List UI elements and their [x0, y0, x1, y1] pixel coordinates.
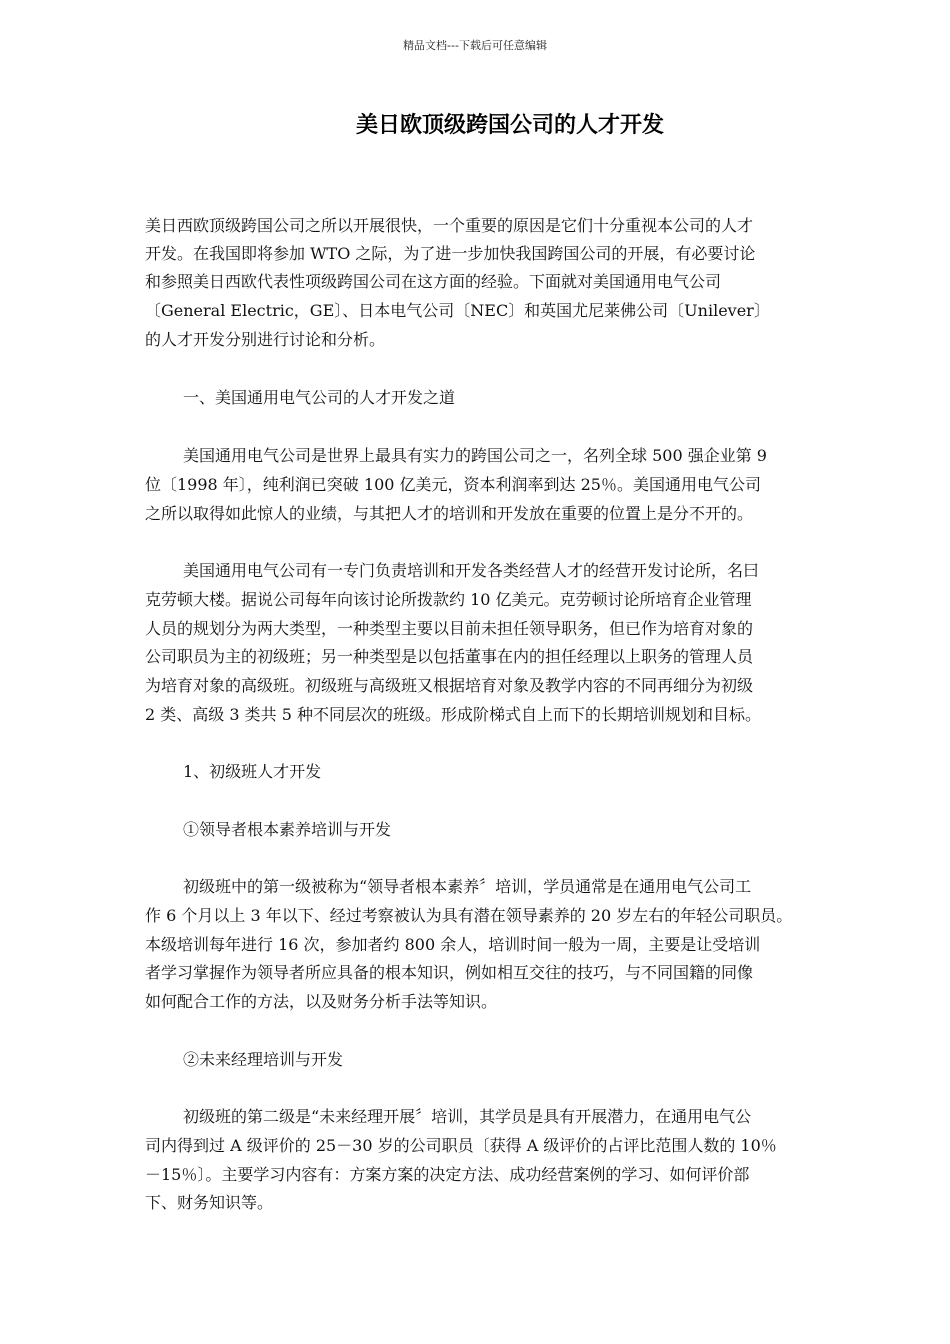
subsection-heading: 1、初级班人才开发	[183, 762, 322, 781]
paragraph-line: 之所以取得如此惊人的业绩，与其把人才的培训和开发放在重要的位置上是分不开的。	[145, 504, 754, 523]
paragraph-line: 美日西欧顶级跨国公司之所以开展很快，一个重要的原因是它们十分重视本公司的人才	[145, 216, 754, 235]
paragraph-line: 2 类、高级 3 类共 5 种不同层次的班级。形成阶梯式自上而下的长期培训规划和目标。	[145, 705, 761, 724]
paragraph-line: 者学习掌握作为领导者所应具备的根本知识，例如相互交往的技巧，与不同国籍的同像	[145, 963, 754, 982]
paragraph-line: 司内得到过 A 级评价的 25－30 岁的公司职员〔获得 A 级评价的占评比范围人数的 10％	[145, 1136, 777, 1155]
paragraph-line: －15％〕。主要学习内容有：方案方案的决定方法、成功经营案例的学习、如何评价部	[145, 1165, 750, 1184]
paragraph-line: 美国通用电气公司是世界上最具有实力的跨国公司之一，名列全球 500 强企业第 9	[183, 446, 767, 465]
paragraph-line: 开发。在我国即将参加 WTO 之际，为了进一步加快我国跨国公司的开展，有必要讨论	[145, 244, 756, 263]
paragraph-line: 初级班中的第一级被称为“领导者根本素养〞培训，学员通常是在通用电气公司工	[183, 877, 752, 896]
section-heading: 一、美国通用电气公司的人才开发之道	[183, 388, 456, 407]
paragraph-line: 为培育对象的高级班。初级班与高级班又根据培育对象及教学内容的不同再细分为初级	[145, 676, 754, 695]
subsection-heading: ②未来经理培训与开发	[183, 1050, 344, 1069]
page-header: 精品文档---下载后可任意编辑	[403, 39, 547, 52]
document-title: 美日欧顶级跨国公司的人才开发	[355, 113, 664, 138]
paragraph-line: 如何配合工作的方法，以及财务分析手法等知识。	[145, 992, 498, 1011]
paragraph-line: 位〔1998 年〕，纯利润已突破 100 亿美元，资本利润率到达 25％。美国通用电气公司	[145, 475, 761, 494]
paragraph-line: 初级班的第二级是“未来经理开展〞培训，其学员是具有开展潜力，在通用电气公	[183, 1107, 752, 1126]
paragraph-line: 〔General Electric，GE〕、日本电气公司〔NEC〕和英国尤尼莱佛公司〔Unilever〕	[145, 301, 770, 320]
paragraph-line: 人员的规划分为两大类型，一种类型主要以目前未担任领导职务，但已作为培育对象的	[145, 619, 754, 638]
paragraph-line: 的人才开发分别进行讨论和分析。	[145, 330, 386, 349]
paragraph-line: 美国通用电气公司有一专门负责培训和开发各类经营人才的经营开发讨论所，名曰	[183, 561, 760, 580]
paragraph-line: 本级培训每年进行 16 次，参加者约 800 余人，培训时间一般为一周，主要是让受培训	[145, 935, 761, 954]
paragraph-line: 下、财务知识等。	[145, 1193, 274, 1212]
paragraph-line: 作 6 个月以上 3 年以下、经过考察被认为具有潜在领导素养的 20 岁左右的年轻公司职员。	[145, 906, 793, 925]
paragraph-line: 公司职员为主的初级班；另一种类型是以包括董事在内的担任经理以上职务的管理人员	[145, 647, 754, 666]
paragraph-line: 和参照美日西欧代表性项级跨国公司在这方面的经验。下面就对美国通用电气公司	[145, 272, 722, 291]
subsection-heading: ①领导者根本素养培训与开发	[183, 820, 392, 839]
paragraph-line: 克劳顿大楼。据说公司每年向该讨论所拨款约 10 亿美元。克劳顿讨论所培育企业管理	[145, 590, 752, 609]
